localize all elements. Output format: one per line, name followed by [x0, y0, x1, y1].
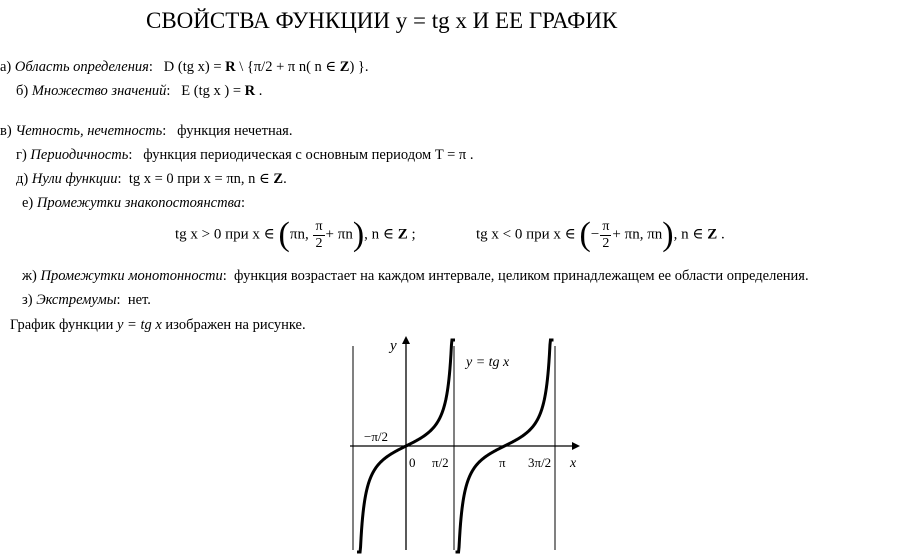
property-label: Экстремумы: [36, 292, 117, 308]
negative-interval-formula: tg x < 0 при x ∈ (− $\frac{\pi}{2}$ + πn, πn), n ∈ Z .: [476, 216, 725, 253]
property-formula: tg x = 0 при x = πn, n ∈ Z.: [128, 171, 287, 187]
property-label: Промежутки монотонности: [40, 268, 223, 284]
property-parity: в) Четность, нечетность: функция нечетная.: [0, 123, 293, 139]
property-value: функция периодическая с основным периодом T = π .: [143, 147, 474, 163]
item-marker: ж): [22, 268, 37, 284]
property-value: функция нечетная.: [177, 123, 293, 139]
property-monotonicity: ж) Промежутки монотонности: функция возрастает на каждом интервале, целиком принадлежащем ее области определения.: [22, 268, 809, 284]
item-marker: в): [0, 123, 12, 139]
tangent-graph: [340, 332, 600, 554]
item-marker: е): [22, 195, 34, 211]
property-label: Промежутки знакопостоянства: [36, 195, 242, 211]
item-marker: а): [0, 59, 12, 75]
property-domain: а) Область определения: D (tg x) = R \ {π/2 + π n( n ∈ Z) }.: [0, 59, 369, 75]
item-marker: д): [16, 171, 29, 187]
positive-interval-formula: tg x > 0 при x ∈ (πn, $\frac{\pi}{2}$ + πn), n ∈ Z ;: [175, 216, 416, 253]
property-value: нет.: [127, 292, 151, 308]
page-title: СВОЙСТВА ФУНКЦИИ y = tg x И ЕЕ ГРАФИК: [146, 8, 618, 33]
tick-label-pi: π: [499, 455, 506, 470]
property-extrema: з) Экстремумы: нет.: [22, 292, 151, 308]
property-label: Периодичность: [30, 147, 129, 163]
tick-label-neg-half-pi: −π/2: [364, 429, 389, 444]
property-value: функция возрастает на каждом интервале, целиком принадлежащем ее области определения.: [234, 268, 809, 284]
curve-label: y = tg x: [466, 355, 510, 370]
tick-label-zero: 0: [409, 455, 416, 470]
graph-caption: График функции y = tg x изображен на рисунке.: [10, 317, 306, 333]
property-label: Множество значений: [31, 83, 167, 99]
property-label: Область определения: [14, 59, 149, 75]
item-marker: б): [16, 83, 29, 99]
property-zeros: д) Нули функции: tg x = 0 при x = πn, n ∈ Z.: [16, 171, 287, 187]
item-marker: г): [16, 147, 27, 163]
tick-label-half-pi: π/2: [432, 455, 449, 470]
x-axis-label: x: [570, 456, 577, 471]
property-periodicity: г) Периодичность: функция периодическая с основным периодом T = π .: [16, 147, 474, 163]
property-sign-intervals: е) Промежутки знакопостоянства:: [22, 195, 246, 211]
tick-label-three-half-pi: 3π/2: [528, 455, 552, 470]
property-range: б) Множество значений: E (tg x ) = R .: [16, 83, 263, 99]
property-formula: D (tg x) = R \ {π/2 + π n( n ∈ Z) }.: [163, 59, 369, 75]
pi-over-2-fraction: $\frac{\pi}{2}$: [315, 218, 323, 251]
property-label: Четность, нечетность: [15, 123, 163, 139]
property-formula: E (tg x ) = R .: [181, 83, 263, 99]
pi-over-2-fraction: $\frac{\pi}{2}$: [602, 218, 610, 251]
property-label: Нули функции: [31, 171, 118, 187]
y-axis-label: y: [390, 338, 397, 354]
item-marker: з): [22, 292, 33, 308]
